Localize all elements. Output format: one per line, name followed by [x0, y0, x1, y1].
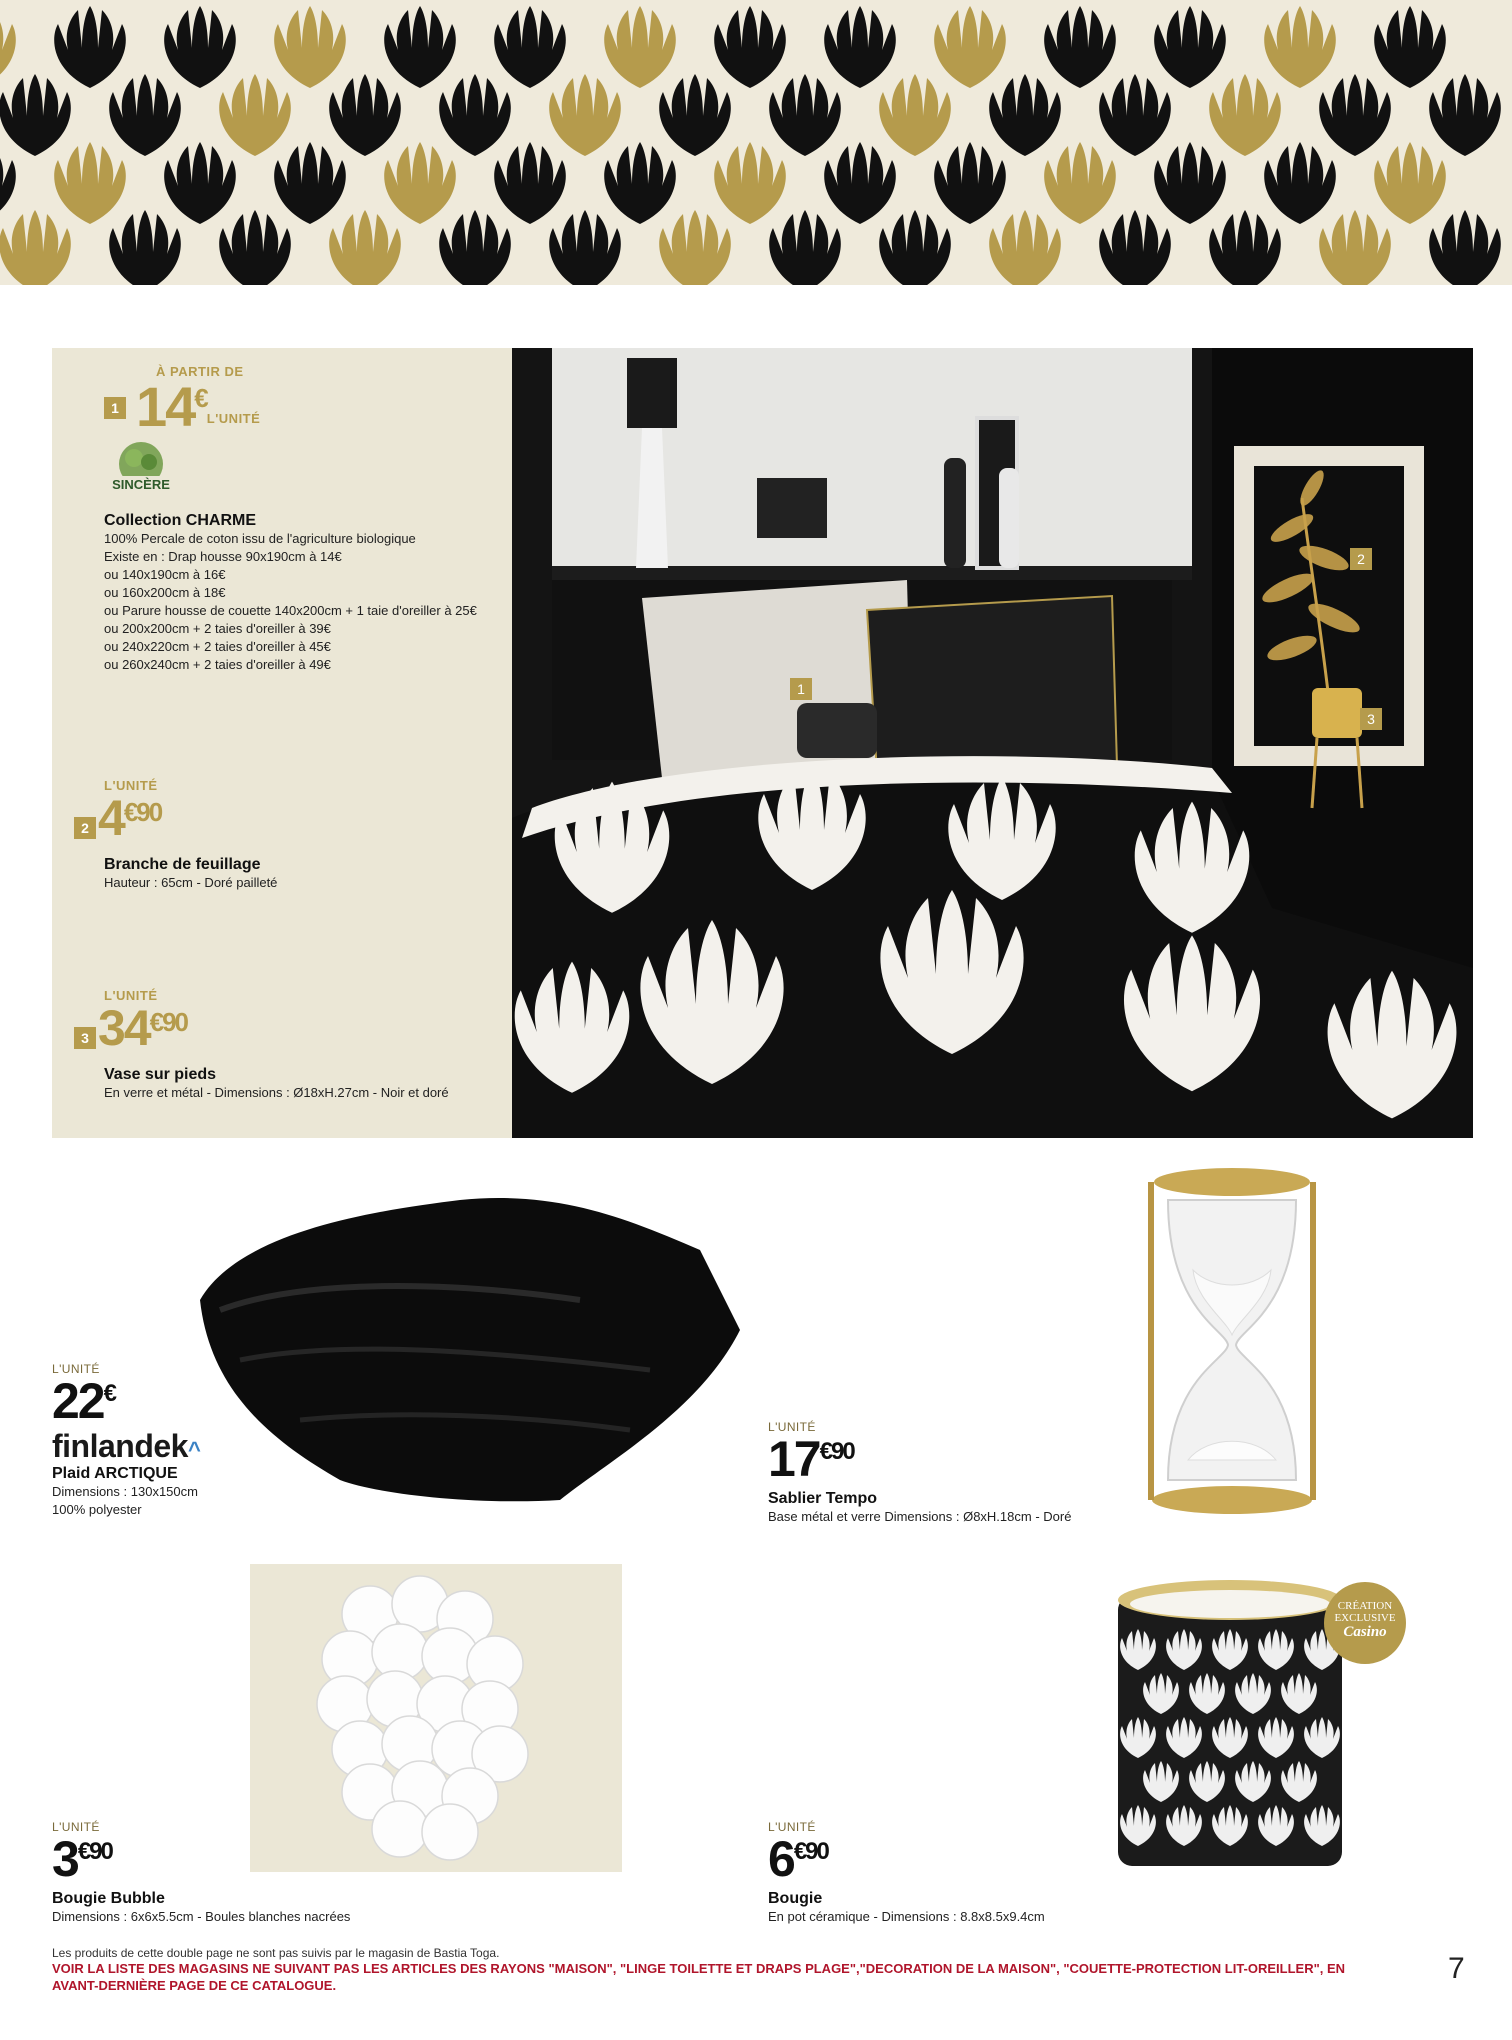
seal-brand: Casino — [1343, 1624, 1387, 1640]
charme-details — [104, 512, 504, 674]
price-cents: €90 — [149, 1007, 188, 1037]
fan-motif — [329, 74, 401, 156]
fan-motif — [769, 74, 841, 156]
fan-motif — [1099, 210, 1171, 285]
price-cents: €90 — [793, 1838, 828, 1865]
fan-motif — [714, 6, 786, 88]
sablier-price — [768, 1431, 1071, 1487]
vase-price — [98, 1000, 188, 1056]
seal-line1: CRÉATION — [1337, 1600, 1393, 1612]
fan-motif — [1044, 6, 1116, 88]
sablier-title: Sablier Tempo — [768, 1490, 878, 1507]
fan-motif — [0, 6, 16, 88]
branche-desc: Hauteur : 65cm - Doré pailleté — [104, 875, 278, 890]
fan-motif — [824, 142, 896, 224]
branche-title: Branche de feuillage — [104, 856, 261, 873]
vase-details — [104, 1066, 504, 1102]
sincere-eco-logo — [104, 440, 178, 498]
branche-details — [104, 856, 504, 892]
fan-motif — [1099, 74, 1171, 156]
unit-label: L'UNITÉ — [52, 1820, 100, 1834]
vase-desc: En verre et métal - Dimensions : Ø18xH.27cm - Noir et doré — [104, 1085, 449, 1100]
charme-line: ou 200x200cm + 2 taies d'oreiller à 39€ — [104, 621, 331, 636]
fan-motif — [989, 74, 1061, 156]
fan-motif — [1429, 74, 1501, 156]
price-main: 4 — [98, 790, 124, 846]
fan-motif — [109, 210, 181, 285]
footer — [52, 1946, 1392, 1994]
fan-motif — [494, 6, 566, 88]
price-main: 22 — [52, 1373, 104, 1429]
charme-line: ou Parure housse de couette 140x200cm + 1 taie d'oreiller à 25€ — [104, 603, 477, 618]
sablier-price-block — [768, 1420, 1071, 1526]
branche-price — [98, 790, 162, 846]
pearl-bubble — [422, 1804, 478, 1860]
charme-line: ou 260x240cm + 2 taies d'oreiller à 49€ — [104, 657, 331, 672]
price-cents: €90 — [123, 797, 162, 827]
price-euro: € — [194, 383, 207, 413]
item-number-badge: 1 — [104, 397, 126, 419]
branche-price-block — [74, 778, 162, 846]
fan-motif — [1319, 210, 1391, 285]
fan-motif — [274, 6, 346, 88]
bougie-price-block — [768, 1820, 1045, 1926]
fan-motif — [1429, 210, 1501, 285]
unit-label: L'UNITÉ — [768, 1820, 816, 1834]
plaid-price — [52, 1373, 200, 1429]
pearl-bubble — [372, 1801, 428, 1857]
fan-motif — [109, 74, 181, 156]
unit-label: L'UNITÉ — [104, 778, 158, 793]
charme-line: ou 240x220cm + 2 taies d'oreiller à 45€ — [104, 639, 331, 654]
fan-motif — [274, 142, 346, 224]
fan-motif — [54, 142, 126, 224]
sablier-desc: Base métal et verre Dimensions : Ø8xH.18cm - Doré — [768, 1509, 1072, 1524]
price-main: 3 — [52, 1831, 78, 1887]
price-cents: € — [103, 1380, 115, 1407]
fan-motif — [384, 142, 456, 224]
fan-motif — [934, 142, 1006, 224]
unit-label: L'UNITÉ — [206, 411, 261, 426]
fan-motif — [1154, 6, 1226, 88]
fan-motif — [219, 74, 291, 156]
item-number-badge: 3 — [74, 1027, 96, 1049]
fan-motif — [1209, 74, 1281, 156]
unit-label: L'UNITÉ — [52, 1362, 100, 1376]
charme-lines — [104, 530, 504, 674]
product-info-panel — [52, 348, 512, 1138]
bedroom-photo — [512, 348, 1473, 1138]
charme-line: ou 140x190cm à 16€ — [104, 567, 226, 582]
price-main: 17 — [768, 1431, 820, 1487]
eco-label-text: SINCÈRE — [112, 477, 170, 492]
footer-warning-1: VOIR LA LISTE DES MAGASINS NE SUIVANT PAS LES ARTICLES DES RAYONS "MAISON", "LINGE TOILETTE ET DRAPS PLAGE","DECORATION DE LA MAISON", "COUETTE-PROTECTION LIT-OREILLER", EN — [52, 1961, 1346, 1976]
charme-line: ou 160x200cm à 18€ — [104, 585, 226, 600]
page-number: 7 — [1448, 1952, 1465, 1985]
bubble-desc: Dimensions : 6x6x5.5cm - Boules blanches nacrées — [52, 1909, 351, 1924]
unit-label: L'UNITÉ — [104, 988, 158, 1003]
fan-motif — [0, 74, 71, 156]
ceramic-candle-photo — [1110, 1576, 1350, 1886]
charme-price — [136, 375, 207, 438]
fan-motif — [1374, 142, 1446, 224]
charme-line: 100% Percale de coton issu de l'agriculture biologique — [104, 531, 416, 546]
fan-motif — [1209, 210, 1281, 285]
bubble-price-block — [52, 1820, 350, 1926]
fan-motif — [439, 210, 511, 285]
price-main: 6 — [768, 1831, 794, 1887]
price-main: 14 — [136, 375, 195, 438]
decorative-pattern-banner — [0, 0, 1512, 285]
fan-motif — [219, 210, 291, 285]
bougie-title: Bougie — [768, 1890, 823, 1907]
price-main: 34 — [98, 1000, 150, 1056]
photo-badge-1: 1 — [797, 681, 805, 697]
price-cents: €90 — [77, 1838, 112, 1865]
fan-motif — [0, 210, 71, 285]
hourglass-photo — [1138, 1160, 1326, 1530]
fan-motif — [164, 142, 236, 224]
fan-motif — [494, 142, 566, 224]
fan-motif — [1044, 142, 1116, 224]
exclusive-creation-seal — [1324, 1582, 1406, 1664]
footer-note: Les produits de cette double page ne sont pas suivis par le magasin de Bastia Toga. — [52, 1946, 500, 1960]
fan-motif — [384, 6, 456, 88]
plaid-desc1: Dimensions : 130x150cm — [52, 1484, 198, 1499]
from-label: À PARTIR DE — [156, 364, 244, 379]
unit-label: L'UNITÉ — [768, 1420, 816, 1434]
fan-motif — [659, 74, 731, 156]
bubble-price — [52, 1831, 350, 1887]
fan-motif — [1154, 142, 1226, 224]
fan-motif — [659, 210, 731, 285]
fan-motif — [934, 6, 1006, 88]
bedroom-illustration — [512, 348, 1473, 1138]
seal-line2: EXCLUSIVE — [1334, 1612, 1396, 1624]
photo-badge-2: 2 — [1357, 551, 1365, 567]
fan-motif — [1264, 6, 1336, 88]
fan-motif — [1374, 6, 1446, 88]
fan-motif — [769, 210, 841, 285]
plaid-desc2: 100% polyester — [52, 1502, 142, 1517]
fan-motif — [824, 6, 896, 88]
fan-pattern-icon — [0, 0, 1512, 285]
bougie-desc: En pot céramique - Dimensions : 8.8x8.5x9.4cm — [768, 1909, 1045, 1924]
vase-price-block — [74, 988, 188, 1056]
plaid-photo — [180, 1160, 760, 1510]
fan-motif — [164, 6, 236, 88]
fan-motif — [714, 142, 786, 224]
fan-motif — [1319, 74, 1391, 156]
finlandek-logo: finlandek^ — [52, 1428, 201, 1464]
fan-motif — [549, 74, 621, 156]
plaid-price-block — [52, 1362, 200, 1519]
fan-motif — [604, 142, 676, 224]
vase-title: Vase sur pieds — [104, 1066, 217, 1083]
fan-motif — [0, 142, 16, 224]
fan-motif — [439, 74, 511, 156]
fan-motif — [879, 210, 951, 285]
plaid-title: Plaid ARCTIQUE — [52, 1465, 178, 1482]
fan-motif — [1264, 142, 1336, 224]
charme-line: Existe en : Drap housse 90x190cm à 14€ — [104, 549, 342, 564]
item-number-badge: 2 — [74, 817, 96, 839]
footer-warning-2: AVANT-DERNIÈRE PAGE DE CE CATALOGUE. — [52, 1978, 337, 1993]
fan-motif — [989, 210, 1061, 285]
bougie-price — [768, 1831, 1045, 1887]
price-cents: €90 — [819, 1438, 854, 1465]
fan-motif — [549, 210, 621, 285]
fan-motif — [879, 74, 951, 156]
charme-title: Collection CHARME — [104, 512, 256, 529]
photo-badge-3: 3 — [1367, 711, 1375, 727]
fan-motif — [329, 210, 401, 285]
charme-price-block — [104, 364, 261, 438]
fan-motif — [604, 6, 676, 88]
fan-motif — [54, 6, 126, 88]
bubble-title: Bougie Bubble — [52, 1890, 165, 1907]
